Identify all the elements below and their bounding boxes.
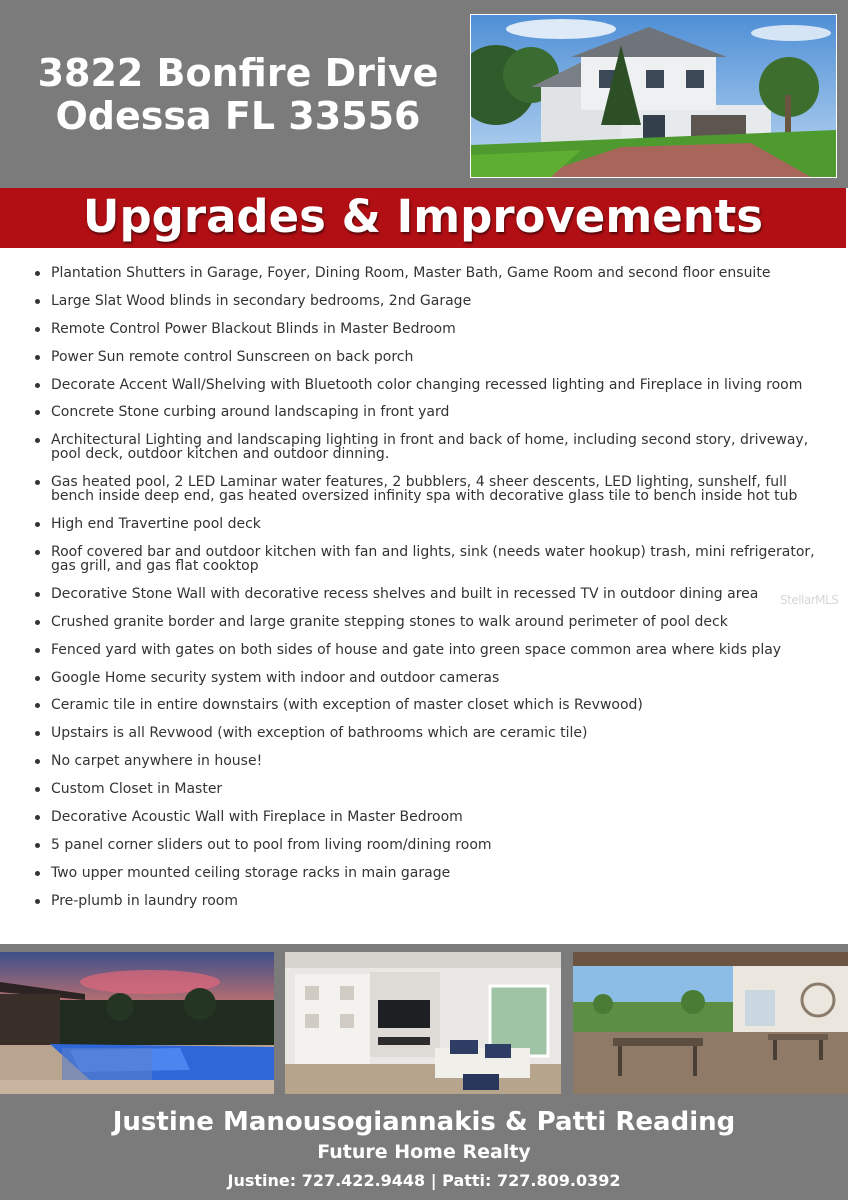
house-exterior-photo bbox=[470, 14, 837, 178]
outdoor-dining-photo bbox=[573, 952, 848, 1094]
photo-gallery bbox=[0, 944, 848, 1100]
address-city: Odessa FL 33556 bbox=[55, 94, 421, 138]
list-item: Concrete Stone curbing around landscaping in front yard bbox=[51, 405, 820, 419]
list-item: Decorative Acoustic Wall with Fireplace in Master Bedroom bbox=[51, 810, 820, 824]
living-room-photo bbox=[285, 952, 561, 1094]
section-banner: Upgrades & Improvements bbox=[0, 188, 846, 248]
list-item: Google Home security system with indoor and outdoor cameras bbox=[51, 671, 820, 685]
brokerage-name: Future Home Realty bbox=[317, 1141, 531, 1163]
list-item: Large Slat Wood blinds in secondary bedrooms, 2nd Garage bbox=[51, 294, 820, 308]
watermark: StellarMLS bbox=[780, 593, 839, 607]
list-item: Ceramic tile in entire downstairs (with exception of master closet which is Revwood) bbox=[51, 698, 820, 712]
list-item: High end Travertine pool deck bbox=[51, 517, 820, 531]
list-item: Custom Closet in Master bbox=[51, 782, 820, 796]
list-item: Two upper mounted ceiling storage racks in main garage bbox=[51, 866, 820, 880]
list-item: Fenced yard with gates on both sides of house and gate into green space common area where kids play bbox=[51, 643, 820, 657]
list-item: Power Sun remote control Sunscreen on back porch bbox=[51, 350, 820, 364]
list-item: Remote Control Power Blackout Blinds in Master Bedroom bbox=[51, 322, 820, 336]
header bbox=[0, 0, 848, 188]
list-item: Upstairs is all Revwood (with exception of bathrooms which are ceramic tile) bbox=[51, 726, 820, 740]
list-item: Crushed granite border and large granite stepping stones to walk around perimeter of pool deck bbox=[51, 615, 820, 629]
footer bbox=[0, 1100, 848, 1200]
list-item: Roof covered bar and outdoor kitchen with fan and lights, sink (needs water hookup) trash, mini refrigerator, gas grill, and gas flat cooktop bbox=[51, 545, 820, 573]
list-item: Gas heated pool, 2 LED Laminar water features, 2 bubblers, 4 sheer descents, LED lighting, sunshelf, full bench inside deep end, gas heated oversized infinity spa with decorative glass tile to bench inside hot tub bbox=[51, 475, 820, 503]
list-item: Decorative Stone Wall with decorative recess shelves and built in recessed TV in outdoor dining area bbox=[51, 587, 820, 601]
agent-names: Justine Manousogiannakis & Patti Reading bbox=[112, 1107, 736, 1137]
address-street: 3822 Bonfire Drive bbox=[37, 51, 439, 95]
list-item: 5 panel corner sliders out to pool from living room/dining room bbox=[51, 838, 820, 852]
list-item: Plantation Shutters in Garage, Foyer, Dining Room, Master Bath, Game Room and second floor ensuite bbox=[51, 266, 820, 280]
list-item: Decorate Accent Wall/Shelving with Bluetooth color changing recessed lighting and Fireplace in living room bbox=[51, 378, 820, 392]
agent-phone-numbers: Justine: 727.422.9448 | Patti: 727.809.0392 bbox=[227, 1171, 621, 1190]
list-item: No carpet anywhere in house! bbox=[51, 754, 820, 768]
property-address bbox=[18, 52, 458, 138]
pool-photo bbox=[0, 952, 274, 1094]
upgrades-list bbox=[0, 266, 820, 922]
list-item: Architectural Lighting and landscaping lighting in front and back of home, including second story, driveway, pool deck, outdoor kitchen and outdoor dinning. bbox=[51, 433, 820, 461]
list-item: Pre-plumb in laundry room bbox=[51, 894, 820, 908]
